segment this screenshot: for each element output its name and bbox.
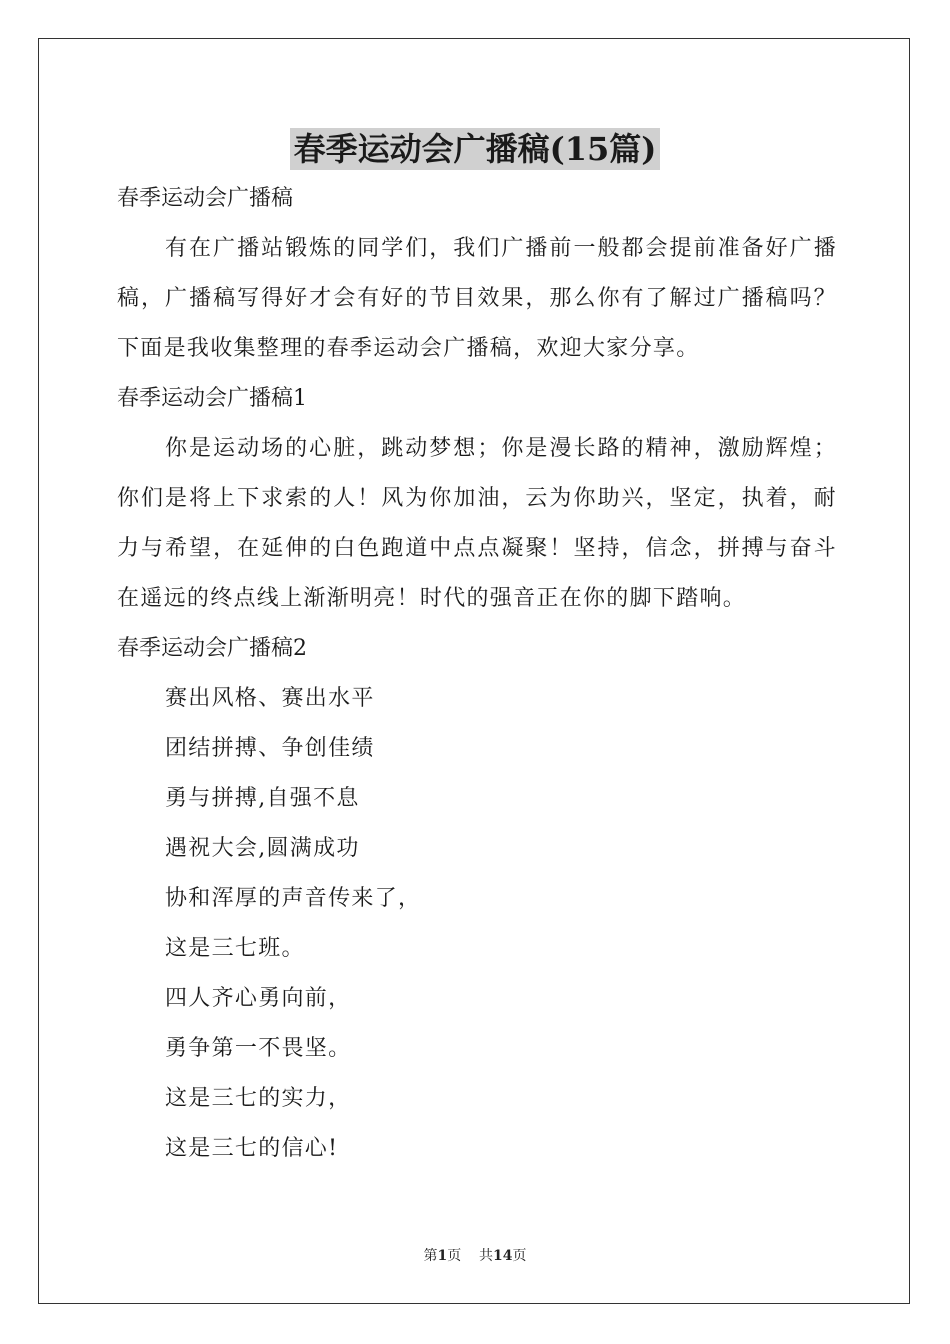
verse-line: 勇与拼搏,自强不息 xyxy=(165,786,360,811)
intro-paragraph: 有在广播站锻炼的同学们，我们广播前一般都会提前准备好广播稿，广播稿写得好才会有好的节目效果，那么你有了解过广播稿吗？下面是我收集整理的春季运动会广播稿，欢迎大家分享。 xyxy=(117,236,837,361)
footer-total-prefix: 共 xyxy=(479,1248,494,1264)
body-paragraph: 你是运动场的心脏，跳动梦想；你是漫长路的精神，激励辉煌；你们是将上下求索的人！风为你加油，云为你助兴，坚定，执着，耐力与希望，在延伸的白色跑道中点点凝聚！坚持，信念，拼搏与奋斗在遥远的终点线上渐渐明亮！时代的强音正在你的脚下踏响。 xyxy=(117,436,837,611)
footer-page-prefix: 第 xyxy=(423,1248,438,1264)
page-footer xyxy=(0,1246,950,1266)
footer-page-suffix: 页 xyxy=(447,1248,462,1264)
title-container xyxy=(0,128,950,170)
verse-line: 四人齐心勇向前， xyxy=(165,986,352,1011)
document-body xyxy=(117,174,837,1174)
section-heading: 春季运动会广播稿 xyxy=(117,186,294,211)
verse-line: 协和浑厚的声音传来了， xyxy=(165,886,422,911)
verse-line: 团结拼搏、争创佳绩 xyxy=(165,736,375,761)
footer-total-pages: 14 xyxy=(493,1248,513,1264)
footer-total-suffix: 页 xyxy=(512,1248,527,1264)
verse-line: 这是三七班。 xyxy=(165,936,305,961)
document-title: 春季运动会广播稿(15篇) xyxy=(290,128,661,170)
verse-line: 勇争第一不畏坚。 xyxy=(165,1036,352,1061)
section-heading: 春季运动会广播稿1 xyxy=(117,386,307,411)
verse-line: 这是三七的实力， xyxy=(165,1086,352,1111)
verse-line: 赛出风格、赛出水平 xyxy=(165,686,375,711)
section-heading: 春季运动会广播稿2 xyxy=(117,636,307,661)
verse-line: 遇祝大会,圆满成功 xyxy=(165,836,360,861)
footer-page-number: 1 xyxy=(437,1248,448,1264)
verse-line: 这是三七的信心! xyxy=(165,1136,339,1161)
